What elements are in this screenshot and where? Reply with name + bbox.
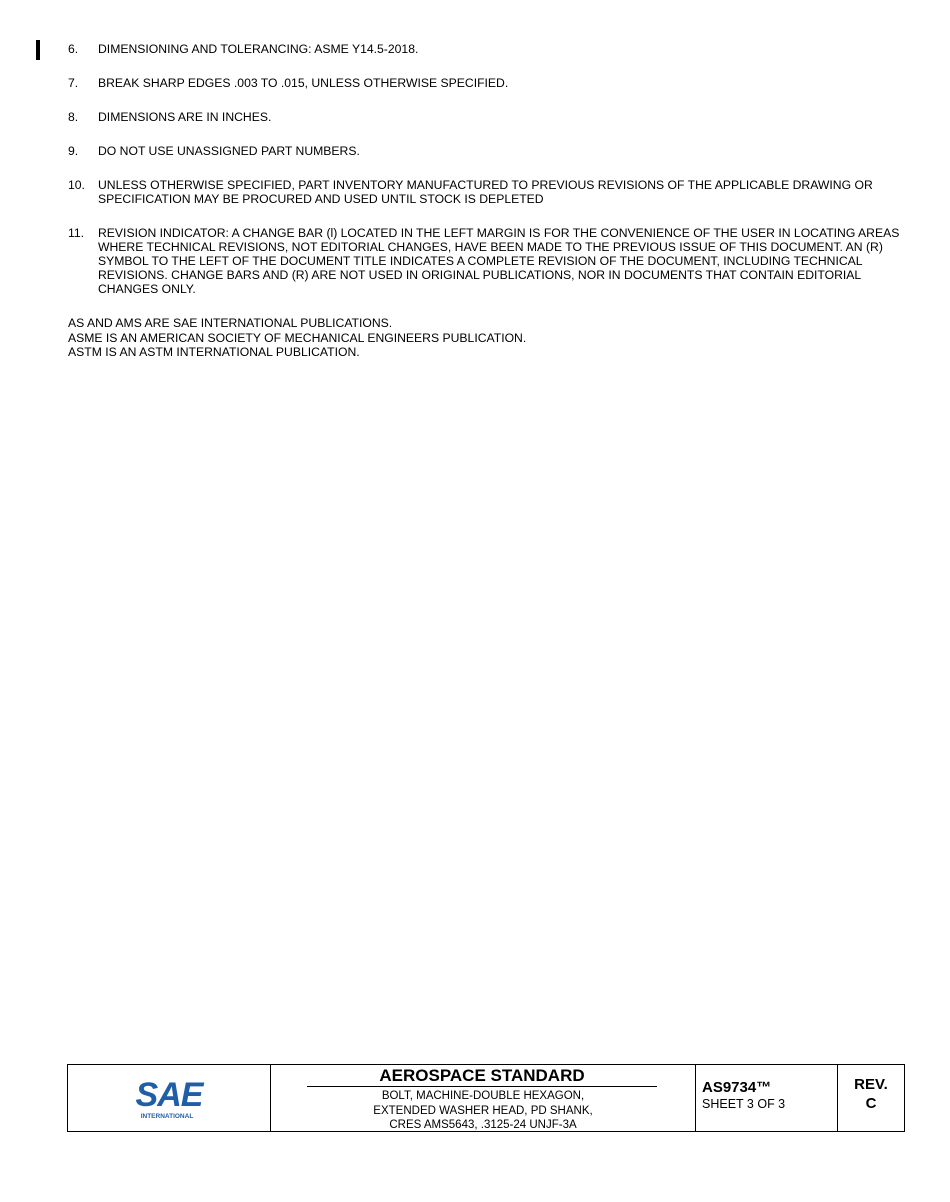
note-item bbox=[68, 226, 908, 296]
revision-value: C bbox=[865, 1095, 877, 1112]
logo-wordmark: SAE bbox=[135, 1076, 203, 1114]
publication-footnotes bbox=[68, 316, 908, 360]
note-number: 6. bbox=[68, 42, 79, 56]
note-number: 7. bbox=[68, 76, 79, 90]
revision-label: REV. bbox=[854, 1076, 888, 1093]
note-text: REVISION INDICATOR: A CHANGE BAR (l) LOCATED IN THE LEFT MARGIN IS FOR THE CONVENIENCE OF THE USER IN LOCATING AREAS WHERE TECHNICAL REVISIONS, NOT EDITORIAL CHANGES, HAVE BEEN MADE TO THE PREVIOUS ISSUE OF THIS DOCUMENT. AN (R) SYMBOL TO THE LEFT OF THE DOCUMENT TITLE INDICATES A COMPLETE REVISION OF THE DOCUMENT, INCLUDING TECHNICAL REVISIONS. CHANGE BARS AND (R) ARE NOT USED IN ORIGINAL PUBLICATIONS, NOR IN DOCUMENTS THAT CONTAIN EDITORIAL CHANGES ONLY. bbox=[98, 226, 900, 296]
note-number: 9. bbox=[68, 144, 79, 158]
logo-subtext: INTERNATIONAL bbox=[140, 1113, 194, 1120]
footnote-line: AS AND AMS ARE SAE INTERNATIONAL PUBLICATIONS. bbox=[68, 316, 393, 330]
note-item bbox=[68, 110, 908, 124]
footnote-line: ASTM IS AN ASTM INTERNATIONAL PUBLICATION. bbox=[68, 345, 360, 359]
document-type: AEROSPACE STANDARD bbox=[307, 1065, 657, 1087]
title-block bbox=[67, 1064, 905, 1132]
sae-logo bbox=[114, 1073, 224, 1123]
note-number: 10. bbox=[68, 178, 85, 192]
footnote-line: ASME IS AN AMERICAN SOCIETY OF MECHANICAL ENGINEERS PUBLICATION. bbox=[68, 330, 527, 345]
sae-logo-cell bbox=[68, 1065, 271, 1131]
note-text: UNLESS OTHERWISE SPECIFIED, PART INVENTORY MANUFACTURED TO PREVIOUS REVISIONS OF THE APPLICABLE DRAWING OR SPECIFICATION MAY BE PROCURED AND USED UNTIL STOCK IS DEPLETED bbox=[98, 178, 873, 206]
sheet-number: SHEET 3 OF 3 bbox=[702, 1097, 786, 1111]
note-text: DIMENSIONS ARE IN INCHES. bbox=[98, 110, 272, 124]
description-line: BOLT, MACHINE-DOUBLE HEXAGON, bbox=[381, 1090, 585, 1102]
general-notes bbox=[68, 42, 908, 316]
document-number: AS9734™ bbox=[702, 1079, 772, 1096]
part-description bbox=[271, 1087, 695, 1133]
note-item bbox=[68, 178, 908, 206]
note-text: DO NOT USE UNASSIGNED PART NUMBERS. bbox=[98, 144, 360, 158]
title-cell bbox=[271, 1065, 696, 1131]
note-item bbox=[68, 144, 908, 158]
note-text: DIMENSIONING AND TOLERANCING: ASME Y14.5-2018. bbox=[98, 42, 419, 56]
document-number-cell bbox=[696, 1065, 838, 1131]
note-number: 11. bbox=[68, 226, 85, 240]
change-bar bbox=[36, 40, 40, 60]
note-text: BREAK SHARP EDGES .003 TO .015, UNLESS OTHERWISE SPECIFIED. bbox=[98, 76, 509, 90]
note-number: 8. bbox=[68, 110, 79, 124]
description-line: CRES AMS5643, .3125-24 UNJF-3A bbox=[389, 1119, 577, 1131]
note-item bbox=[68, 76, 908, 90]
revision-cell bbox=[838, 1065, 904, 1131]
note-item bbox=[68, 42, 908, 56]
description-line: EXTENDED WASHER HEAD, PD SHANK, bbox=[373, 1104, 593, 1117]
